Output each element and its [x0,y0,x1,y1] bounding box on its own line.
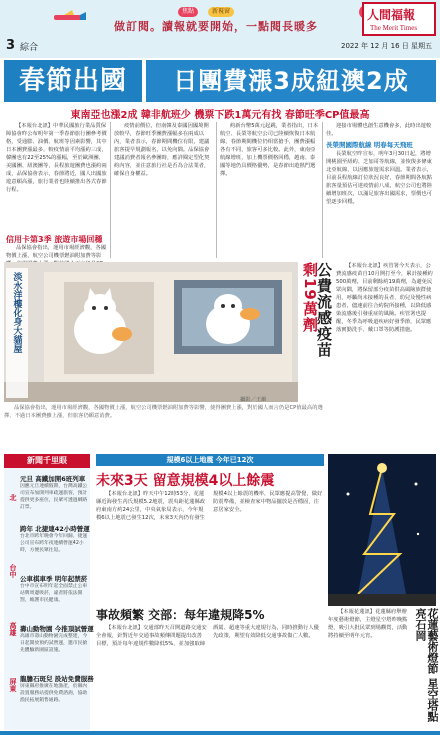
light-festival-body [328,608,408,728]
logo-cn: 人間福報 [367,8,416,22]
vaccine-headline-part1: 公費流感疫苗 [315,262,333,358]
footer-rule [0,731,440,735]
article-col3 [220,122,320,258]
news-digest [4,454,94,730]
news-item-title: 龍膽石斑兒 設站免費服務 [20,675,94,683]
article-col4b [326,150,436,258]
section-name: 綜合 [20,43,39,53]
news-item-body: 台北市跨年晚會今年回歸，捷運公司宣布跨年夜連續營運42小時，方便民眾往返。 [20,534,88,553]
cat-house-photo [4,262,298,402]
article-col4 [326,122,436,136]
tag-focus: 焦點 [178,7,198,17]
masthead-banner [100,6,350,36]
photo-caption [6,268,28,398]
earthquake-banner: 規模6以上地震 今年已12次 [96,454,324,466]
cat-house-illustration [4,262,298,402]
news-item-body: 屏東縣府推廣在地漁產，於縣內設置服務站提供免費諮詢，協助漁民拓展銷售通路。 [20,684,88,703]
region-tab-pingtung: 屏東 [9,678,17,692]
newspaper-logo [362,2,436,36]
plane-icon [50,10,90,24]
vaccine-article-text: 【本報台北訊】疾管署今天表示，公費流感疫苗自10月開打至今，累計接種約500萬劑，目前剩餘約19萬劑，為避免民眾向隅，將保留部分疫苗供高風險族群使用，呼籲尚未接種的長者、幼兒及慢性病患者，儘速前往合約院所接種，以降低感染流感後引發重症的風險。疾管署也提醒，冬季為呼吸道疾病好發季節，民眾應落實勤洗手、戴口罩等防護措施。 [336,263,433,333]
column-rule [322,122,323,258]
region-tab-taichung: 台中 [9,564,17,578]
vaccine-headline [302,262,332,402]
article-col4-text: 迎接市場體也創生意機會多，此時出遊較佳。 [326,123,432,137]
light-tower-illustration [328,454,436,606]
news-item[interactable] [20,474,88,509]
logo-en: The Merit Times [370,24,418,32]
vaccine-headline-part2: 剩19萬劑 [301,262,319,333]
tag-window: 新視窗 [208,7,234,17]
column-rule [216,122,217,258]
photo-credit [240,396,296,404]
light-festival-headline: 花蓮藝術燈節 星空塔點亮石岡 [414,608,439,722]
issue-date: 2022 年 12 月 16 日 星期五 [341,42,432,50]
news-item-title: 壽山動物園 今推頂試營運 [20,625,94,633]
main-subhead: 東南亞也漲2成 韓非航班少 機票下跌1萬元有找 春節旺季CP值最高 [70,110,370,121]
photo-caption-text: 淡水洋樓化身大貓屋 [11,272,22,353]
photo-story-body: 品保協會指出，運用市場經濟觀，各國物價上漲，航空公司機票燃油附加費等影響，使得團費上漲，對於國人而言仍是CP值最高的選擇，不過日本團費雖上漲，但旅客仍願意消費。 [4,405,323,419]
news-item-title: 元旦 高鐵加開6班列車 [20,475,86,483]
photo-story-text [4,404,324,450]
masthead [0,0,440,58]
light-festival-headline-block [328,608,439,730]
article-col1b-text: 品保協會指出，運用市場經濟觀，各國物價上漲，航空公司機票燃油附加費等影 [6,245,107,259]
earthquake-headline: 未來3天 留意規模4以上餘震 [96,473,275,489]
vaccine-article-body [336,262,436,448]
main-headline [4,60,436,102]
article-col2-text: 疫情前價位，但南韓及泰國因國境開放較早，春節旺季團費漲幅多在兩成以內，業者表示，春節期間機位有限，建議旅客提早規劃報名，以免向隅。品保協會建議消費者報名參團時，應詳閱定型化契約內容，並注意旅行社是否為合法業者，確保自身權益。 [114,123,210,177]
news-item-body: 因應元旦連續假期，台灣高鐵公司宣布加開列車疏運旅客，預計提供更多座位，民眾可透過網路訂票。 [20,484,88,510]
traffic-article-text: 【本報台北訊】交通部昨天召開道路交通安全會報，針對近年交通事故頻傳問題提出改善目標，預計每年違規件數降低5%，並加強取締酒駕、超速等重大違規行為，同時推動行人優先政策，期望有效降低交通事故傷亡人數。 [96,625,319,647]
news-item[interactable] [20,524,88,559]
news-item[interactable] [20,674,94,709]
earthquake-article-text: 【本報台北訊】昨天中午12時53分，花蓮縣近海發生芮氏規模5.2地震，震央距花蓮縣政府東南方約24公里，中央氣象局表示，今年規模6以上地震已發生12次，未來3天內仍有發生規模4以上餘震的機率，民眾應提高警覺，做好防震準備，並檢查家中物品擺放是否穩固，注意居家安全。 [96,491,323,521]
region-tab-north: 北 [9,494,17,501]
article-col1-text: 【本報台北訊】中華民國旅行業品質保障協會昨公布明年第一季春節旅行團參考價格，受通膨、油價、航班等因素影響，其中日本團費漲最多，較疫情前平均漲約三成，韓團也有22至25%的漲幅，至於歐洲團、美國團、紐澳團等，長程旅遊團費也漲約兩成，品保協會表示，春節將近，國人出國旅遊意願高漲，旅行業者也陸續推出各式春節行程。 [6,123,107,193]
earthquake-article-body [96,490,324,602]
news-item[interactable] [20,624,94,659]
traffic-article-body [96,624,324,728]
article-col1b [6,244,108,260]
news-item-title: 公車棋車季 明年起禁菸 [20,575,88,583]
column-rule [110,122,111,258]
headline-part1: 春節出國 [4,60,142,102]
news-digest-title: 新聞千里眼 [4,454,90,468]
news-item-body: 台中市宣布明年起全面禁止公車站牌周邊吸菸，違者將依法開罰，維護市民健康。 [20,584,88,603]
article-col1 [6,122,108,232]
article-col1-subhead: 信用卡第3季 旅遊市場回穩 [6,235,103,244]
page-number: 3 [6,38,16,53]
headline-part2: 日團費漲3成紐澳2成 [146,60,436,102]
article-col2 [114,122,214,258]
news-item-title: 跨年 北捷連42小時營運 [20,525,90,533]
region-tab-kaohsiung: 高雄 [9,622,17,636]
article-col4-subhead: 長榮開國際航線 明春每天飛班 [326,141,413,149]
light-festival-photo [328,454,436,606]
photo-credit-text: 攝影／王維 [240,397,267,403]
article-col3-text: 約新台幣5萬元起跳，業者指出，日本航空、長榮等航空公司已陸續恢復日本航線，春節期間機位仍相當搶手，團費漲幅各有不同，旅客可多比較。此外，東南亞航線增班，加上機票價格回穩，越南、泰國等地仍具價格優勢，是春節出遊熱門選擇。 [220,123,319,177]
news-item-body: 高雄市壽山動物園完成整建，今日起開放預約試營運，邀市民搶先體驗新園區設施。 [20,634,88,653]
light-festival-text: 【本報花蓮訊】花蓮縣府舉辦年度藝術燈節，主燈星空塔昨晚點燈，吸引大批民眾到場觀賞，活動將持續至明年元宵。 [328,609,408,639]
traffic-headline: 事故頻繁 交部：每年違規降5% [96,608,265,622]
news-item[interactable] [20,574,88,609]
article-col4b-text: 長榮航空昨宣布，明年3月30日起，將增開桃園至紐約、芝加哥等航線，並恢復多條東北亞航線，以因應旅遊需求回溫。業者表示，目前長程航線訂位狀況良好，春節期間各航點旅客量預估可達疫情前八成，航空公司也將陸續增加班次，以滿足旅客出國需求，票價也可望逐步回穩。 [326,151,432,205]
banner-title: 做訂閱。讀報就要開始，一點閱長暖多 [114,20,318,33]
